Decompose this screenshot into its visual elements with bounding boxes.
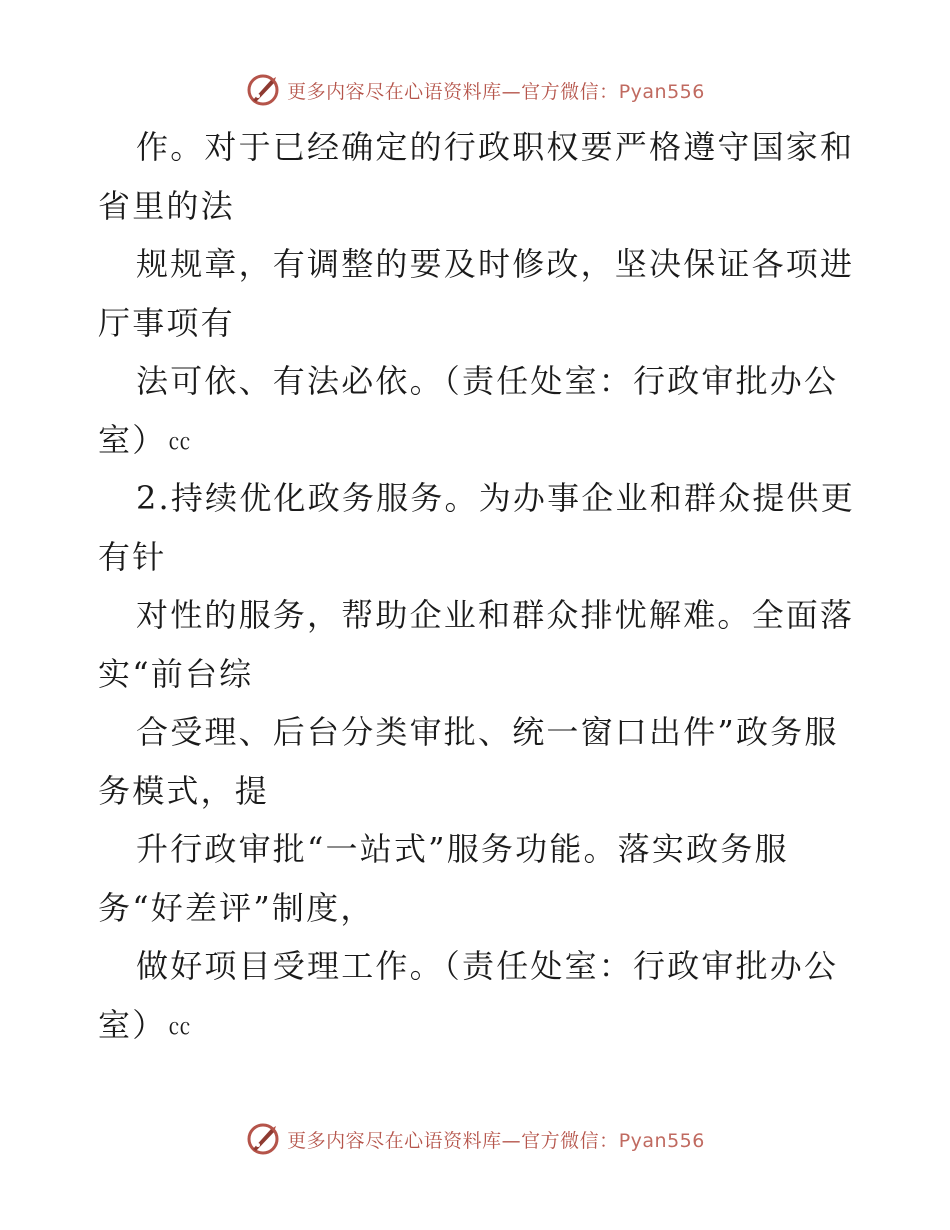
header-banner-text	[287, 77, 705, 104]
text-line-1: 作。对于已经确定的行政职权要严格遵守国家和	[136, 128, 855, 166]
text-line-10: 实“前台综	[98, 654, 254, 693]
footer-banner-wechat-id: Pyan556	[618, 1129, 705, 1152]
header-banner-wechat-id: Pyan556	[618, 80, 705, 103]
text-line-8: 有针	[98, 537, 167, 576]
document-body	[98, 118, 858, 1054]
header-banner-separator: —	[501, 80, 522, 103]
header-banner-slogan: 更多内容尽在心语资料库	[287, 80, 502, 103]
text-line-6-content: 室）	[98, 420, 167, 459]
quill-logo-icon	[245, 1121, 281, 1157]
quill-logo-icon	[245, 72, 281, 108]
text-line-7: 2.持续优化政务服务。为办事企业和群众提供更	[136, 479, 855, 517]
text-line-11: 合受理、后台分类审批、统一窗口出件”政务服	[136, 713, 839, 751]
text-line-6	[98, 411, 858, 470]
text-line-9: 对性的服务，帮助企业和群众排忧解难。全面落	[136, 596, 855, 634]
header-banner	[0, 70, 950, 110]
text-line-2: 省里的法	[98, 186, 235, 225]
end-mark-2: ㏄	[168, 1014, 193, 1040]
footer-banner-separator: —	[501, 1129, 522, 1152]
text-line-12: 务模式，提	[98, 771, 270, 810]
footer-banner-slogan: 更多内容尽在心语资料库	[287, 1129, 502, 1152]
header-banner-wechat-label: 官方微信：	[521, 80, 619, 103]
footer-banner-text	[287, 1126, 705, 1153]
text-line-13: 升行政审批“一站式”服务功能。落实政务服	[136, 830, 789, 868]
text-line-16-content: 室）	[98, 1005, 167, 1044]
text-line-14: 务“好差评”制度，	[98, 888, 375, 927]
text-line-4: 厅事项有	[98, 303, 235, 342]
text-line-3: 规规章，有调整的要及时修改，坚决保证各项进	[136, 245, 855, 283]
end-mark: ㏄	[168, 429, 193, 455]
footer-banner-wechat-label: 官方微信：	[521, 1129, 619, 1152]
text-line-5: 法可依、有法必依。（责任处室：行政审批办公	[136, 362, 839, 400]
text-line-15: 做好项目受理工作。（责任处室：行政审批办公	[136, 947, 839, 985]
text-line-16	[98, 996, 858, 1055]
footer-banner	[0, 1119, 950, 1159]
